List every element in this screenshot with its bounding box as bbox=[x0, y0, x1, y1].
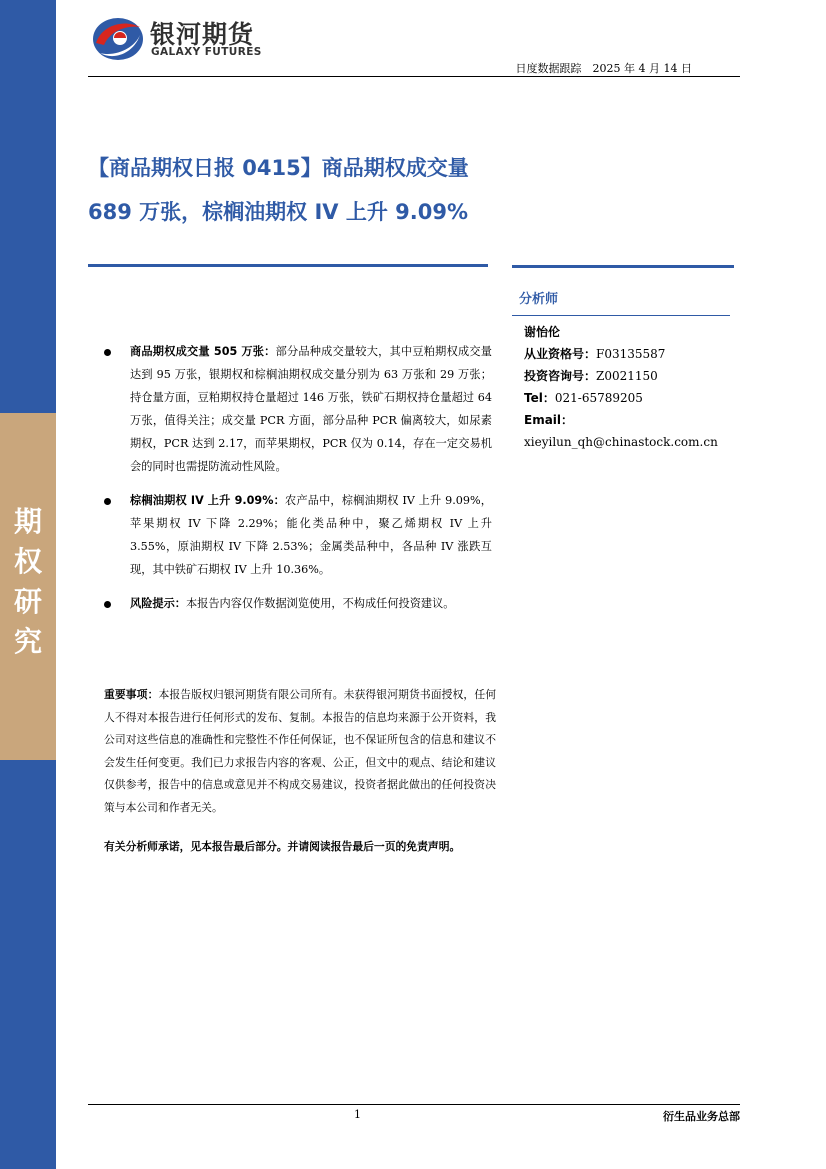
analyst-commitment-note: 有关分析师承诺，见本报告最后部分。并请阅读报告最后一页的免责声明。 bbox=[104, 840, 461, 853]
list-item bbox=[104, 592, 492, 615]
bullet-lead: 商品期权成交量 505 万张： bbox=[130, 345, 276, 358]
analyst-info bbox=[524, 321, 734, 453]
sidebar-char: 究 bbox=[13, 625, 42, 658]
tel-value: 021-65789205 bbox=[554, 391, 643, 405]
analyst-panel-rule bbox=[512, 315, 730, 316]
sidebar-section-label bbox=[0, 502, 56, 662]
email-value[interactable]: xieyilun_qh@chinastock.com.cn bbox=[524, 435, 718, 449]
bullet-text: 本报告内容仅作数据浏览使用，不构成任何投资建议。 bbox=[185, 597, 455, 610]
sidebar-char: 期 bbox=[13, 505, 42, 538]
logo-name-cn: 银河期货 bbox=[150, 20, 255, 49]
report-date: 日度数据跟踪 2025 年 4 月 14 日 bbox=[515, 62, 692, 75]
bullet-text: 农产品中，棕榈油期权 IV 上升 9.09%，苹果期权 IV 下降 2.29%；能化类品种中，聚乙烯期权 IV 上升 3.55%，原油期权 IV 下降 2.53%；金属类品种中，各品种 IV 涨跌互现，其中铁矿石期权 IV 上升 10.36%。 bbox=[130, 494, 492, 576]
cert-value: F03135587 bbox=[596, 347, 666, 361]
bullet-text: 部分品种成交量较大，其中豆粕期权成交量达到 95 万张，银期权和棕榈油期权成交量分别为 63 万张和 29 万张；持仓量方面，豆粕期权持仓量超过 146 万张，铁矿石期权持仓量超过 64 万张，值得关注；成交量 PCR 方面，部分品种 PCR 偏离较大，如尿素期权，PCR 达到 2.17，而苹果期权，PCR 仅为 0.14，存在一定交易机会的同时也需提防流动性风险。 bbox=[130, 345, 492, 473]
analyst-name: 谢怡伦 bbox=[524, 325, 561, 339]
disclaimer bbox=[104, 684, 496, 819]
disclaimer-text: 本报告版权归银河期货有限公司所有。未获得银河期货书面授权，任何人不得对本报告进行任何形式的发布、复制。本报告的信息均来源于公开资料，我公司对这些信息的准确性和完整性不作任何保证，也不保证所包含的信息和建议不会发生任何变更。我们已力求报告内容的客观、公正，但文中的观点、结论和建议仅供参考，报告中的信息或意见并不构成交易建议，投资者据此做出的任何投资决策与本公司和作者无关。 bbox=[104, 688, 497, 814]
bullet-lead: 棕榈油期权 IV 上升 9.09%： bbox=[130, 494, 285, 507]
galaxy-logo-icon bbox=[90, 13, 146, 63]
email-label: Email： bbox=[524, 413, 574, 427]
company-logo bbox=[90, 13, 270, 63]
title-rule bbox=[88, 264, 488, 267]
department-name: 衍生品业务总部 bbox=[663, 1110, 740, 1123]
bullet-dot-icon bbox=[104, 498, 111, 505]
tel-label: Tel： bbox=[524, 391, 555, 405]
analyst-panel-bar bbox=[512, 265, 734, 268]
sidebar-char: 研 bbox=[13, 585, 42, 618]
bullet-dot-icon bbox=[104, 349, 111, 356]
footer-rule bbox=[88, 1104, 740, 1105]
report-title: 【商品期权日报 0415】商品期权成交量 689 万张，棕榈油期权 IV 上升 9.09% bbox=[88, 156, 469, 224]
advisory-label: 投资咨询号： bbox=[524, 369, 597, 383]
page-number: 1 bbox=[354, 1108, 361, 1121]
list-item bbox=[104, 340, 492, 478]
summary-bullets bbox=[104, 340, 492, 626]
disclaimer-lead: 重要事项： bbox=[104, 688, 159, 701]
list-item bbox=[104, 489, 492, 581]
analyst-heading: 分析师 bbox=[519, 292, 559, 307]
header-rule bbox=[88, 76, 740, 77]
sidebar-char: 权 bbox=[13, 545, 42, 578]
cert-label: 从业资格号： bbox=[524, 347, 597, 361]
bullet-dot-icon bbox=[104, 601, 111, 608]
advisory-value: Z0021150 bbox=[596, 369, 658, 383]
bullet-lead: 风险提示： bbox=[130, 597, 186, 610]
logo-name-en: GALAXY FUTURES bbox=[151, 46, 262, 58]
